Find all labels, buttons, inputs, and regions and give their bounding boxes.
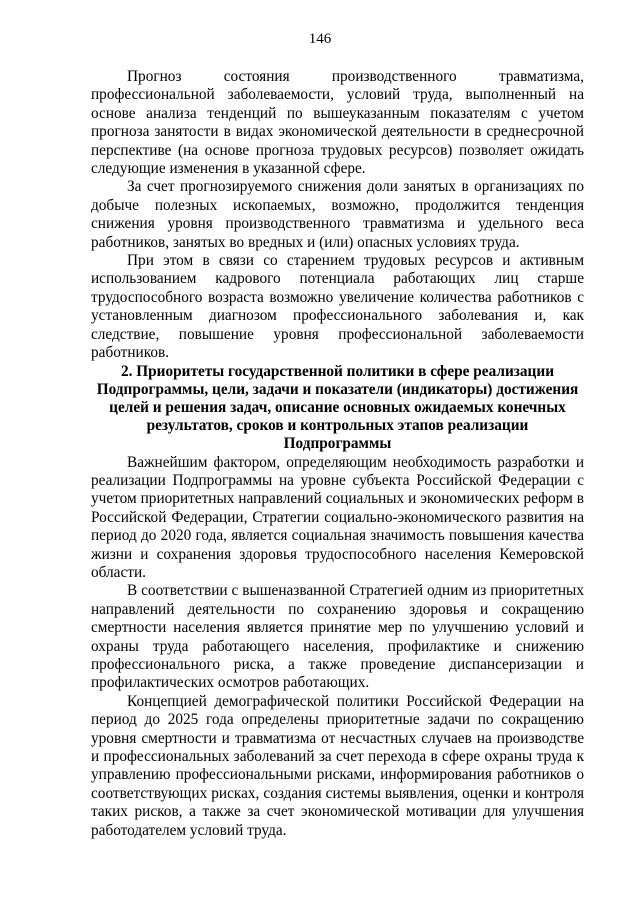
paragraph-demographic-concept: Концепцией демографической политики Российской Федерации на период до 2025 года определены приоритетные задачи по сокращению уровня смертности и травматизма от несчастных случаев на производстве и профессиональных заболеваний за счет перехода в сфере охраны труда к управлению профессиональными рисками, информирования работников о соответствующих рисках, создания системы выявления, оценки и контроля таких рисков, а также за счет экономической мотивации для улучшения работодателем условий труда. [91, 692, 584, 839]
paragraph-key-factor: Важнейшим фактором, определяющим необходимость разработки и реализации Подпрограммы на уровне субъекта Российской Федерации с учетом приоритетных направлений социальных и экономических реформ в Российской Федерации, Стратегии социально-экономического развития на период до 2020 года, является социальная значимость повышения качества жизни и сохранения здоровья трудоспособного населения Кемеровской области. [91, 453, 584, 581]
paragraph-strategy-priorities: В соответствии с вышеназванной Стратегией одним из приоритетных направлений деятельности по сохранению здоровья и сокращению смертности населения является принятие мер по улучшению условий и охраны труда работающего населения, профилактике и снижению профессионального риска, а также проведение диспансеризации и профилактических осмотров работающих. [91, 582, 584, 692]
section-heading: 2. Приоритеты государственной политики в сфере реализации Подпрограммы, цели, задачи и показатели (индикаторы) достижения целей и решения задач, описание основных ожидаемых конечных результатов, сроков и контрольных этапов реализации Подпрограммы [96, 362, 579, 453]
paragraph-mining-employment: За счет прогнозируемого снижения доли занятых в организациях по добыче полезных ископаемых, возможно, продолжится тенденция снижения уровня производственного травматизма и удельного веса работников, занятых во вредных и (или) опасных условиях труда. [91, 178, 584, 251]
paragraph-forecast: Прогноз состояния производственного травматизма, профессиональной заболеваемости, условий труда, выполненный на основе анализа тенденций по вышеуказанным показателям с учетом прогноза занятости в видах экономической деятельности в среднесрочной перспективе (на основе прогноза трудовых ресурсов) позволяет ожидать следующие изменения в указанной сфере. [91, 68, 584, 178]
paragraph-aging-workforce: При этом в связи со старением трудовых ресурсов и активным использованием кадрового потенциала работающих лиц старше трудоспособного возраста возможно увеличение количества работников с установленным диагнозом профессионального заболевания и, как следствие, повышение уровня профессиональной заболеваемости работников. [91, 252, 584, 362]
body-text [91, 68, 584, 840]
page-number: 146 [308, 31, 332, 47]
